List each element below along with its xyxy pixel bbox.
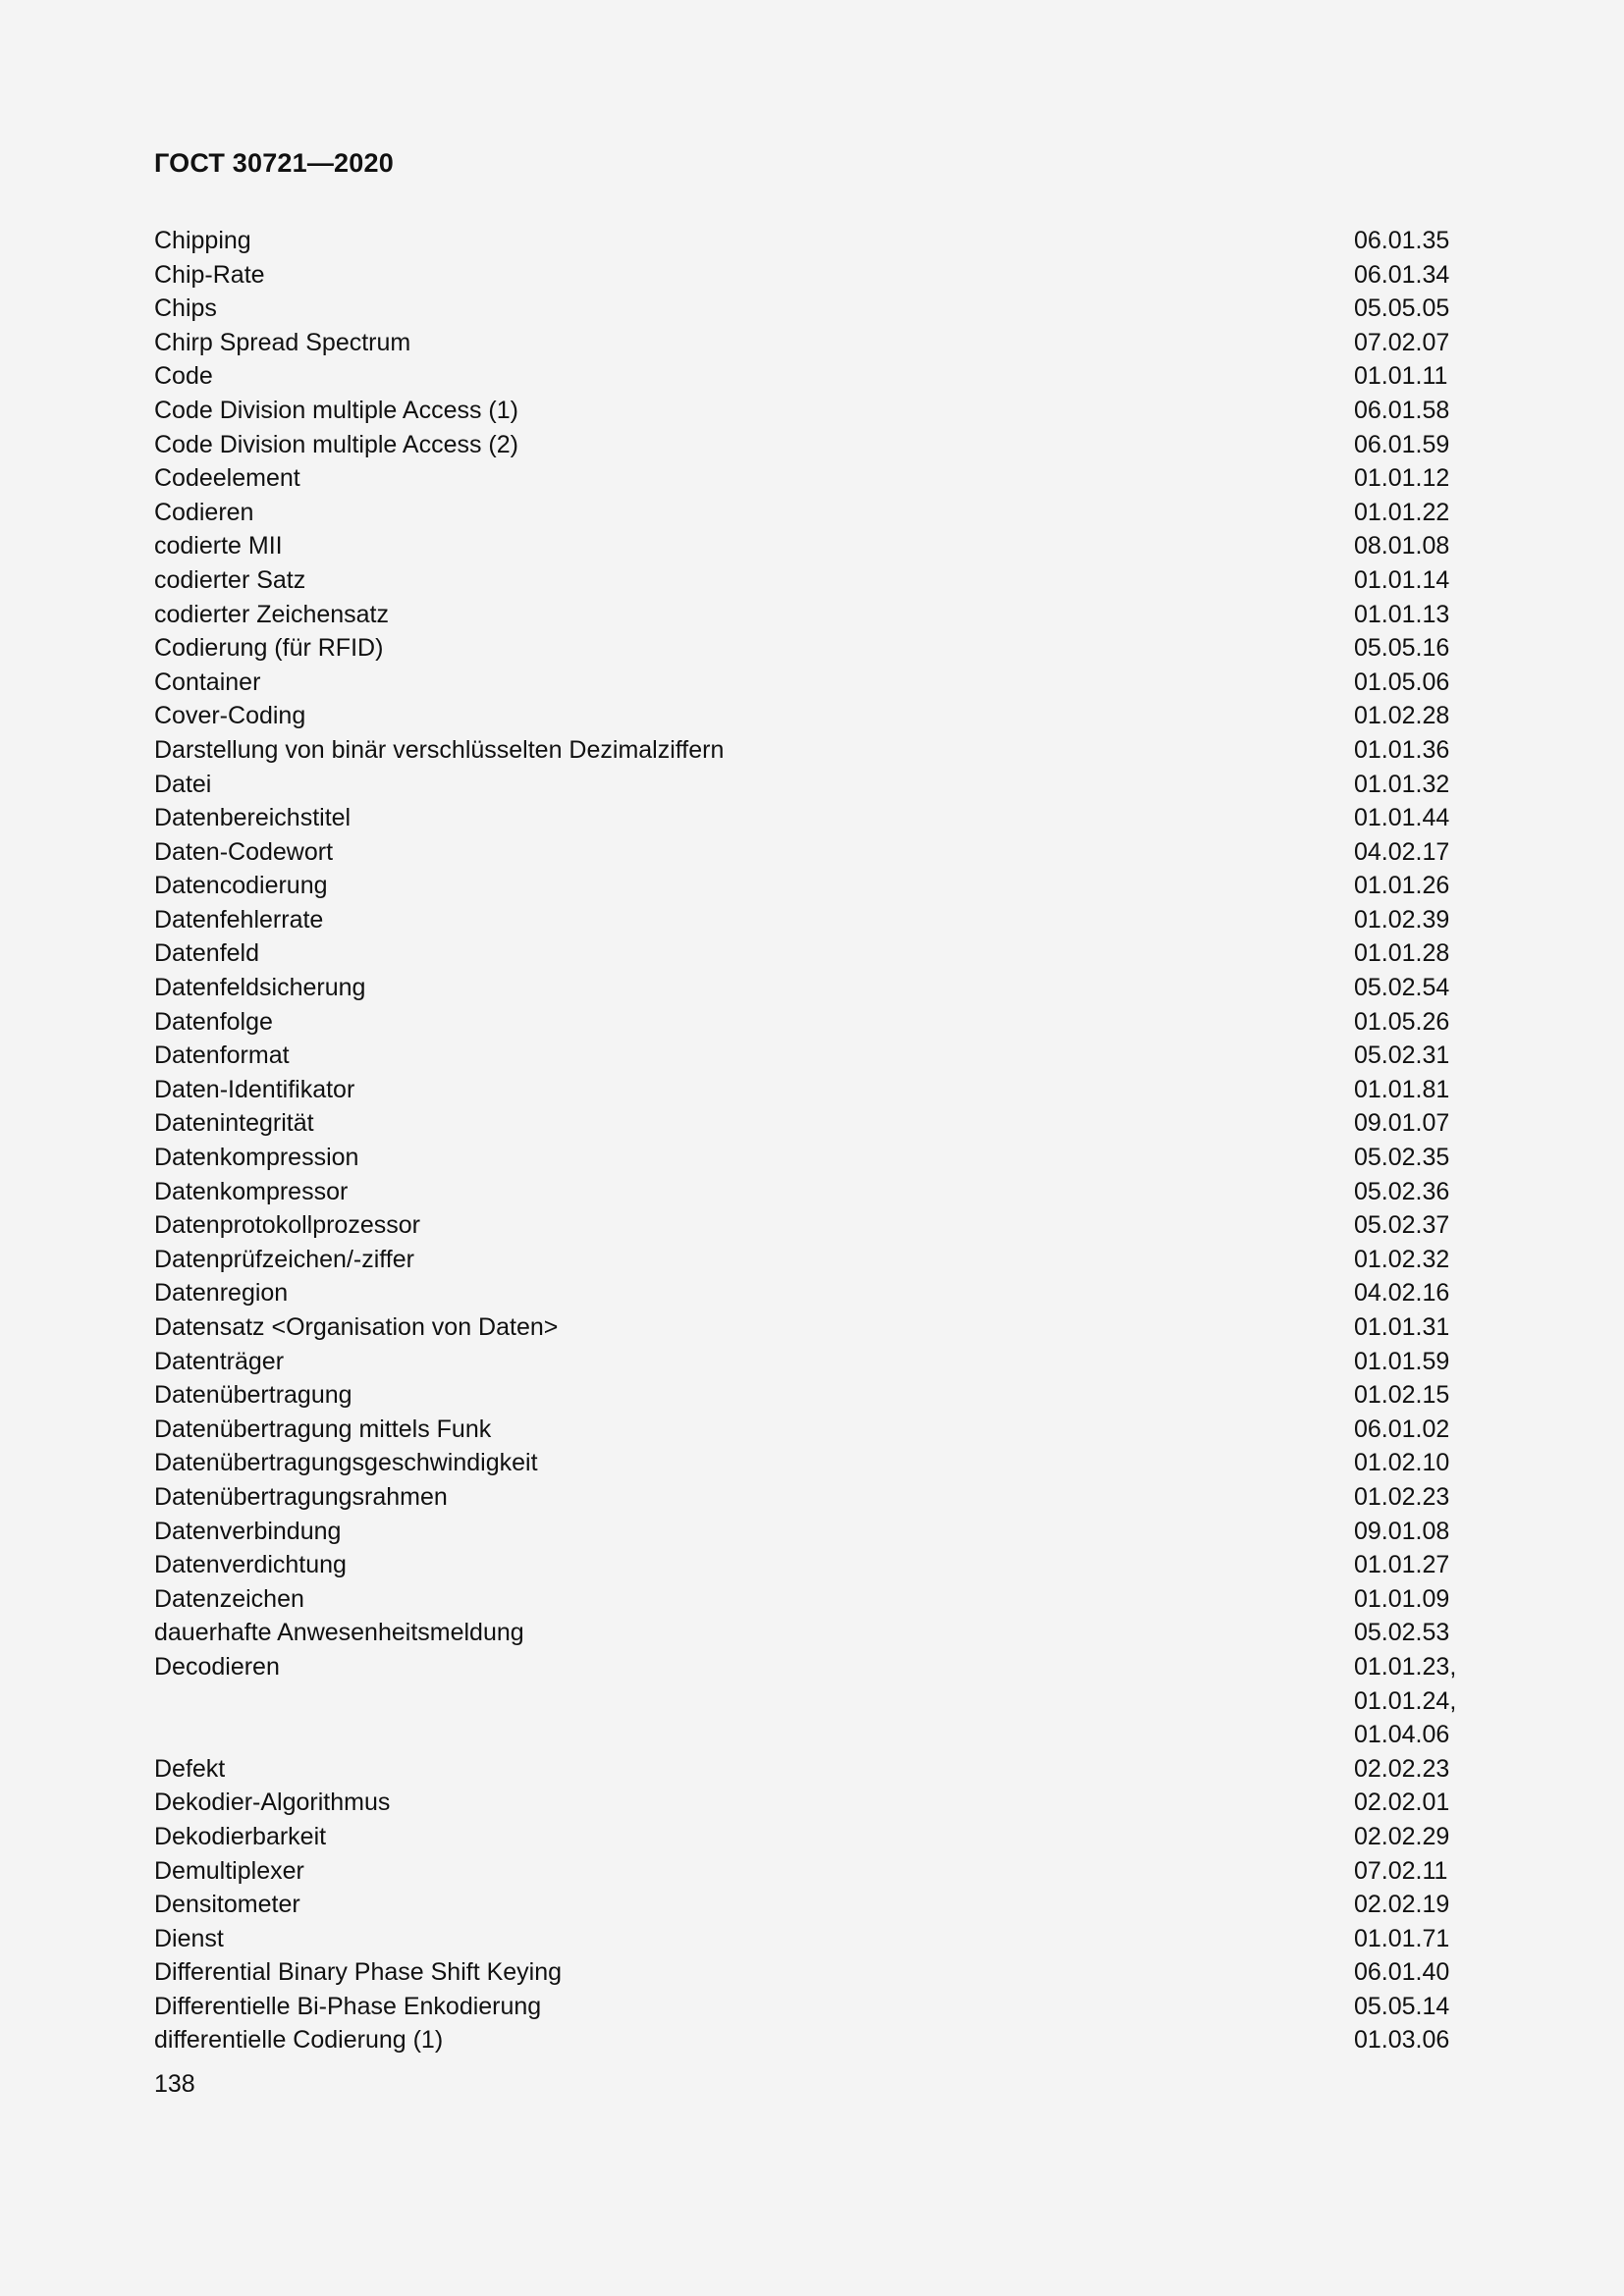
index-ref-code: 01.01.59 [1354,1347,1450,1375]
index-term: codierter Zeichensatz [154,600,390,628]
index-entry [154,359,1470,394]
index-refs [1354,1039,1449,1073]
index-ref-code: 01.02.10 [1354,1449,1450,1477]
index-refs [1354,971,1449,1005]
index-entry [154,1310,1470,1345]
index-refs [1354,1243,1449,1277]
index-ref-code: 05.02.37 [1354,1211,1450,1240]
index-refs [1354,1005,1449,1040]
index-ref-code: 01.03.06 [1354,2026,1450,2055]
index-refs [1354,428,1449,462]
index-term: Datenregion [154,1279,289,1308]
index-ref-code: 02.02.01 [1354,1789,1450,1817]
index-ref-code: 01.01.24, [1354,1686,1457,1715]
index-term: Daten-Codewort [154,837,334,866]
index-term: Daten-Identifikator [154,1075,355,1103]
index-refs [1354,1310,1449,1345]
index-ref-code: 06.01.34 [1354,260,1450,289]
index-refs [1354,598,1449,632]
index-refs [1354,1582,1449,1617]
index-refs [1354,869,1449,903]
index-ref-code: 06.01.02 [1354,1415,1450,1443]
index-entry [154,563,1470,598]
index-entry [154,1888,1470,1922]
index-refs [1354,1990,1449,2024]
index-refs [1354,733,1449,768]
index-refs [1354,1378,1449,1413]
index-ref-code: 01.01.12 [1354,464,1450,493]
index-entry [154,1480,1470,1515]
index-term: Densitometer [154,1891,300,1919]
index-ref-code: 01.02.39 [1354,905,1450,934]
index-ref-code: 01.01.71 [1354,1924,1450,1952]
document-header: ГОСТ 30721—2020 [154,148,394,178]
index-ref-code: 06.01.40 [1354,1958,1450,1987]
index-refs [1354,1480,1449,1515]
index-term: Defekt [154,1754,226,1783]
index-entry [154,903,1470,937]
index-entry [154,936,1470,971]
index-ref-code: 06.01.35 [1354,227,1450,254]
index-refs [1354,1854,1447,1889]
index-refs [1354,326,1449,360]
index-refs [1354,835,1449,870]
index-term: Container [154,667,261,696]
index-entry [154,666,1470,700]
index-term: codierte MII [154,532,283,561]
index-entry [154,292,1470,326]
index-ref-code: 05.02.31 [1354,1041,1450,1070]
index-ref-code: 01.01.13 [1354,600,1450,628]
index-term: Datenprüfzeichen/-ziffer [154,1245,414,1273]
index-refs [1354,529,1449,563]
index-refs [1354,1141,1449,1175]
index-term: Differential Binary Phase Shift Keying [154,1958,563,1987]
index-entry [154,1582,1470,1617]
index-term: Datenbereichstitel [154,804,352,832]
index-entry [154,1378,1470,1413]
index-term: Dekodier-Algorithmus [154,1789,391,1817]
index-entry [154,496,1470,530]
index-refs [1354,768,1449,802]
index-term: Datenfolge [154,1007,273,1036]
index-entry [154,1955,1470,1990]
index-ref-code: 01.01.23, [1354,1652,1457,1681]
index-refs [1354,1888,1449,1922]
index-ref-code: 01.01.27 [1354,1551,1450,1579]
index-ref-code: 01.01.14 [1354,565,1450,594]
index-entry [154,1616,1470,1650]
index-refs [1354,461,1449,496]
index-entry [154,835,1470,870]
index-refs [1354,1616,1449,1650]
index-ref-code: 09.01.07 [1354,1109,1450,1138]
index-ref-code: 01.02.23 [1354,1482,1450,1511]
index-entry [154,1820,1470,1854]
index-term: Datencodierung [154,872,328,900]
index-ref-code: 01.01.36 [1354,735,1450,764]
index-entry [154,1854,1470,1889]
index-ref-code: 05.02.54 [1354,974,1450,1002]
index-ref-code: 02.02.23 [1354,1754,1450,1783]
index-entry [154,1650,1470,1752]
index-refs [1354,936,1449,971]
index-refs [1354,258,1449,293]
index-ref-code: 01.02.15 [1354,1381,1450,1410]
index-refs [1354,1922,1449,1956]
index-refs [1354,666,1449,700]
index-entry [154,631,1470,666]
index-term: Datenintegrität [154,1109,314,1138]
index-entry [154,1922,1470,1956]
index-ref-code: 01.01.32 [1354,770,1450,798]
index-refs [1354,496,1449,530]
page-number: 138 [154,2070,195,2098]
index-entry [154,428,1470,462]
index-entry [154,461,1470,496]
index-entry [154,1786,1470,1820]
index-refs [1354,292,1449,326]
index-term: Code Division multiple Access (1) [154,396,518,424]
index-refs [1354,1548,1449,1582]
index-term: Datenübertragungsgeschwindigkeit [154,1449,538,1477]
index-term: Codieren [154,498,254,526]
index-ref-code: 06.01.58 [1354,396,1450,424]
index-entry [154,1276,1470,1310]
index-refs [1354,1413,1449,1447]
index-entry [154,529,1470,563]
index-refs [1354,394,1449,428]
index-term: Codeelement [154,464,300,493]
index-entry [154,1141,1470,1175]
index-term: Datenkompression [154,1144,359,1172]
index-entry [154,801,1470,835]
index-refs [1354,563,1449,598]
index-ref-code: 01.01.44 [1354,804,1450,832]
index-entry [154,1005,1470,1040]
index-term: Darstellung von binär verschlüsselten Dezimalziffern [154,735,725,764]
index-term: Datenprotokollprozessor [154,1211,420,1240]
index-term: Datenformat [154,1041,290,1070]
index-term: Datenfeld [154,939,260,968]
index-ref-code: 01.01.31 [1354,1313,1450,1341]
index-entry [154,224,1470,258]
index-ref-code: 08.01.08 [1354,532,1450,561]
index-ref-code: 01.01.26 [1354,872,1450,900]
index-ref-code: 06.01.59 [1354,430,1450,458]
index-refs [1354,1106,1449,1141]
index-refs [1354,1650,1456,1752]
index-entry [154,1208,1470,1243]
index-refs [1354,1208,1449,1243]
index-ref-code: 02.02.29 [1354,1822,1450,1850]
index-term: Datenkompressor [154,1177,349,1205]
index-term: Datenträger [154,1347,285,1375]
index-term: Code Division multiple Access (2) [154,430,518,458]
index-ref-code: 05.05.05 [1354,294,1450,323]
index-entry [154,768,1470,802]
index-ref-code: 07.02.11 [1354,1856,1448,1885]
index-refs [1354,801,1449,835]
index-entry [154,258,1470,293]
index-ref-code: 09.01.08 [1354,1517,1450,1545]
index-term: Chips [154,294,217,323]
index-entry [154,1243,1470,1277]
index-term: Datei [154,770,212,798]
index-refs [1354,699,1449,733]
index-entry [154,1175,1470,1209]
index-refs [1354,1073,1449,1107]
index-refs [1354,1786,1449,1820]
index-entry [154,699,1470,733]
index-refs [1354,1345,1449,1379]
index-ref-code: 01.04.06 [1354,1721,1450,1749]
index-entry [154,1345,1470,1379]
index-term: differentielle Codierung (1) [154,2026,444,2055]
index-term: Chip-Rate [154,260,265,289]
index-entry [154,869,1470,903]
index-term: Cover-Coding [154,702,306,730]
index-entry [154,598,1470,632]
index-term: Datenübertragungsrahmen [154,1482,448,1511]
index-term: codierter Satz [154,565,306,594]
index-refs [1354,1515,1449,1549]
index-term: Decodieren [154,1652,280,1681]
index-entry [154,1515,1470,1549]
index-ref-code: 02.02.19 [1354,1891,1450,1919]
index-ref-code: 01.01.28 [1354,939,1450,968]
index-refs [1354,903,1449,937]
index-refs [1354,1446,1449,1480]
index-entry [154,1413,1470,1447]
index-refs [1354,1276,1449,1310]
index-entry [154,2023,1470,2057]
index-entry [154,1039,1470,1073]
index-term: Datenfeldsicherung [154,974,366,1002]
index-entry [154,1752,1470,1787]
index-term: Datenübertragung mittels Funk [154,1415,492,1443]
index-ref-code: 04.02.16 [1354,1279,1450,1308]
index-term: Demultiplexer [154,1856,304,1885]
index-term: Datenzeichen [154,1584,304,1613]
index-ref-code: 01.01.11 [1354,362,1448,391]
index-refs [1354,1752,1449,1787]
index-term: Code [154,362,213,391]
index-term: Differentielle Bi-Phase Enkodierung [154,1992,542,2020]
index-term: Dekodierbarkeit [154,1822,327,1850]
index-ref-code: 05.02.36 [1354,1177,1450,1205]
index-ref-code: 05.02.53 [1354,1619,1450,1647]
index-ref-code: 01.05.06 [1354,667,1450,696]
index-term: Dienst [154,1924,224,1952]
index-term: Datensatz <Organisation von Daten> [154,1313,559,1341]
index-refs [1354,631,1449,666]
index-term: dauerhafte Anwesenheitsmeldung [154,1619,524,1647]
index-entry [154,1106,1470,1141]
index-ref-code: 07.02.07 [1354,328,1450,356]
index-entry [154,1446,1470,1480]
index-ref-code: 04.02.17 [1354,837,1450,866]
index-term: Chirp Spread Spectrum [154,328,411,356]
index-entry [154,394,1470,428]
index-ref-code: 01.02.32 [1354,1245,1450,1273]
index-term: Codierung (für RFID) [154,634,384,663]
index-list [154,224,1470,2057]
index-ref-code: 01.01.81 [1354,1075,1450,1103]
index-refs [1354,224,1449,258]
index-term: Datenübertragung [154,1381,352,1410]
index-entry [154,1073,1470,1107]
index-entry [154,326,1470,360]
index-ref-code: 01.01.22 [1354,498,1450,526]
index-refs [1354,1955,1449,1990]
index-ref-code: 01.02.28 [1354,702,1450,730]
index-ref-code: 05.05.14 [1354,1992,1450,2020]
index-refs [1354,359,1447,394]
index-term: Datenverdichtung [154,1551,347,1579]
index-ref-code: 01.01.09 [1354,1584,1450,1613]
index-ref-code: 05.02.35 [1354,1144,1450,1172]
index-entry [154,971,1470,1005]
index-entry [154,1990,1470,2024]
index-entry [154,733,1470,768]
index-refs [1354,1175,1449,1209]
index-term: Datenverbindung [154,1517,342,1545]
index-ref-code: 05.05.16 [1354,634,1450,663]
index-refs [1354,1820,1449,1854]
index-ref-code: 01.05.26 [1354,1007,1450,1036]
index-entry [154,1548,1470,1582]
index-term: Datenfehlerrate [154,905,324,934]
index-term: Chipping [154,227,251,254]
index-refs [1354,2023,1449,2057]
